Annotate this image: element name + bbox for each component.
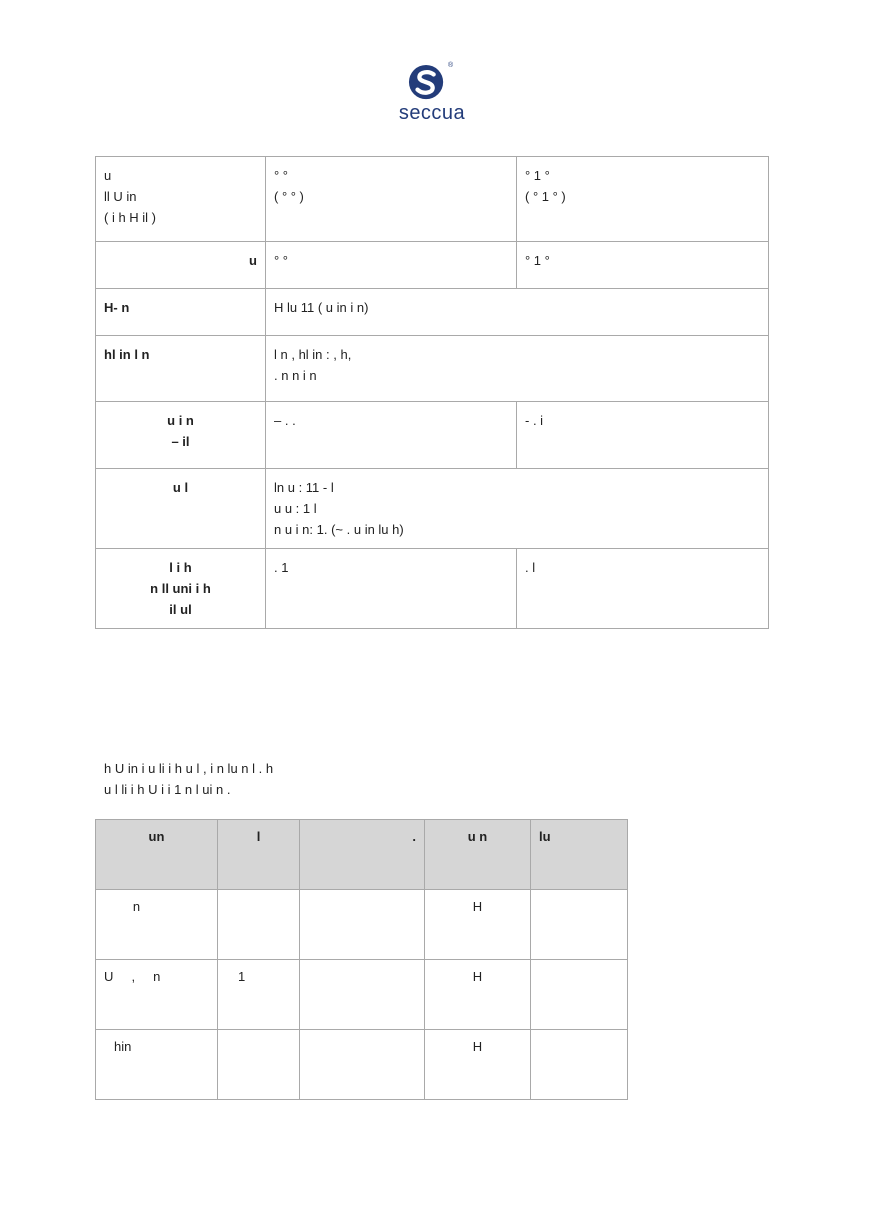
table-row [96, 336, 769, 402]
table-row [96, 1030, 628, 1100]
table-cell [300, 1030, 425, 1100]
table-cell: ° 1 ° ( ° 1 ° ) [517, 157, 769, 242]
table-cell [300, 890, 425, 960]
column-header: . [300, 820, 425, 890]
row-label: H- n [96, 289, 266, 336]
table-row [96, 402, 769, 469]
table-cell: ° ° ( ° ° ) [266, 157, 517, 242]
table-cell: H lu 11 ( u in i n) [266, 289, 769, 336]
table-cell: H [425, 890, 531, 960]
column-header: u n [425, 820, 531, 890]
table-row [96, 960, 628, 1030]
table-cell: U , n [96, 960, 218, 1030]
seccua-s-icon [408, 64, 446, 102]
table-cell [531, 960, 628, 1030]
brand-wordmark: seccua [398, 102, 466, 124]
table-cell: ° 1 ° [517, 242, 769, 289]
table-cell [218, 1030, 300, 1100]
row-label: l i h n ll uni i h il ul [96, 549, 266, 629]
table-cell: - . i [517, 402, 769, 469]
column-header: lu [531, 820, 628, 890]
table-cell: H [425, 960, 531, 1030]
row-label: u [96, 242, 266, 289]
table-cell: – . . [266, 402, 517, 469]
column-header: l [218, 820, 300, 890]
row-label: u l [96, 469, 266, 549]
table-cell: hin [96, 1030, 218, 1100]
table-row [96, 549, 769, 629]
info-table [95, 819, 628, 1100]
table-cell: H [425, 1030, 531, 1100]
table-row [96, 242, 769, 289]
column-header: un [96, 820, 218, 890]
table-cell [531, 890, 628, 960]
row-label: u i n – il [96, 402, 266, 469]
table-header-row [96, 820, 628, 890]
table-cell: 1 [218, 960, 300, 1030]
table-row [96, 469, 769, 549]
table-cell: ln u : 11 - l u u : 1 l n u i n: 1. (~ . u in lu h) [266, 469, 769, 549]
row-label: hl in l n [96, 336, 266, 402]
table-cell [531, 1030, 628, 1100]
table-row [96, 289, 769, 336]
table-cell [218, 890, 300, 960]
table-cell: ° ° [266, 242, 517, 289]
table-row [96, 890, 628, 960]
table-cell: . 1 [266, 549, 517, 629]
registered-mark: ® [448, 62, 454, 69]
table-cell: l n , hl in : , h, . n n i n [266, 336, 769, 402]
row-label: u ll U in ( i h H il ) [96, 157, 266, 242]
table-cell: . l [517, 549, 769, 629]
table-row [96, 157, 769, 242]
seccua-logo [384, 62, 480, 124]
body-paragraph: h U in i u li i h u l , i n lu n l . h u l li i h U i i 1 n l ui n . [104, 761, 274, 797]
table-cell [300, 960, 425, 1030]
table-cell: n [96, 890, 218, 960]
specification-table [95, 156, 769, 629]
